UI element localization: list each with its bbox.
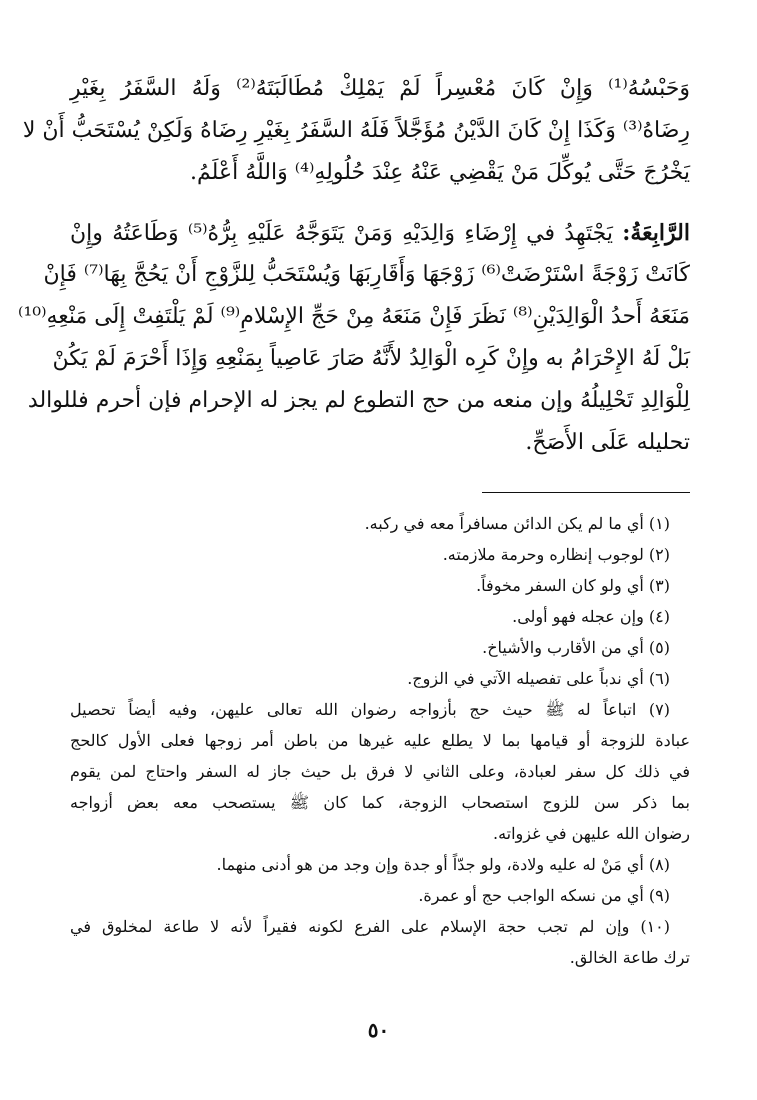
footnote-number: (٢): [648, 545, 670, 564]
footnote-line: [70, 601, 690, 632]
section-heading: الرَّابِعَةُ:: [622, 220, 690, 246]
footnotes: [70, 508, 690, 973]
footnote-line: [70, 849, 690, 880]
text-line: وَحَبْسُهُ⁽¹⁾ وَإِنْ كَانَ مُعْسِراً لَمْ يَمْلِكْ مُطَالَبَتَهُ⁽²⁾ وَلَهُ السَّفَرُ بِغَيْرِ: [70, 76, 690, 101]
footnote-line: عبادة للزوجة أو قيامها بما لا يطلع عليه غيرها من باطن أمر زوجها فعلى الأول كالحج: [70, 731, 690, 750]
footnote-number: (٧): [648, 700, 670, 719]
footnote-line: بما ذكر سن للزوج استصحاب الزوجة، كما كان ﷺ يستصحب معه بعض أزواجه: [70, 793, 690, 812]
footnote-number: (٨): [648, 855, 670, 874]
footnote: [70, 880, 690, 911]
footnote-line: [70, 539, 690, 570]
footnote-text: اتباعاً له ﷺ حيث حج بأزواجه رضوان الله تعالى عليهن، وفيه أيضاً تحصيل: [70, 700, 637, 719]
footnote-number: (٣): [648, 576, 670, 595]
footnote-text: وإن لم تجب حجة الإسلام على الفرع لكونه فقيراً لأنه لا طاعة لمخلوق في: [70, 917, 630, 936]
footnote-number: (١): [648, 514, 670, 533]
footnote-line: [70, 880, 690, 911]
text-line: تحليله عَلَى الأَصَحِّ.: [525, 430, 690, 455]
footnote: [70, 508, 690, 539]
footnote-text: أي من الأقارب والأشياخ.: [482, 638, 644, 657]
text-line: رِضَاهُ⁽³⁾ وَكَذَا إِنْ كَانَ الدَّيْنُ مُؤَجَّلاً فَلَهُ السَّفَرُ بِغَيْرِ رِضَاهُ وَلَكِنْ يُسْتَحَبُّ أَنْ لا: [22, 118, 690, 143]
text-line: يَخْرُجَ حَتَّى يُوكِّلَ مَنْ يَقْضِي عَنْهُ عِنْدَ حُلُولِهِ⁽⁴⁾ وَاللَّهُ أَعْلَمُ.: [190, 160, 690, 185]
paragraph: [18, 212, 690, 464]
main-text: [18, 68, 690, 464]
footnote-line: [70, 911, 690, 942]
footnote-text: أي من نسكه الواجب حج أو عمرة.: [418, 886, 644, 905]
footnote-separator: [482, 492, 690, 493]
footnote-line: [70, 663, 690, 694]
footnote-number: (١٠): [640, 917, 670, 936]
text-line: لِلْوَالِدِ تَحْلِيلُهُ وإن منعه من حج التطوع لم يجز له الإحرام فإن أحرم فللوالد: [27, 388, 690, 413]
footnote: [70, 911, 690, 973]
footnote-text: أي ما لم يكن الدائن مسافراً معه في ركبه.: [364, 514, 644, 533]
footnote: [70, 539, 690, 570]
footnote-line: رضوان الله عليهن في غزواته.: [492, 824, 690, 843]
page-number: ٥٠: [367, 1018, 390, 1042]
footnote: [70, 601, 690, 632]
footnote-number: (٩): [648, 886, 670, 905]
text-line: [70, 212, 690, 254]
footnote-line: [70, 694, 690, 725]
footnote-text: وإن عجله فهو أولى.: [512, 607, 644, 626]
footnote-line: [70, 632, 690, 663]
footnote-text: أي ولو كان السفر مخوفاً.: [476, 576, 644, 595]
footnote-line: [70, 508, 690, 539]
footnote-line: في ذلك كل سفر لعبادة، وعلى الثاني لا فرق بل حيث جاز له السفر واحتاج لمن يقوم: [70, 762, 690, 781]
footnote: [70, 632, 690, 663]
footnote: [70, 570, 690, 601]
footnote-text: أي ندباً على تفصيله الآتي في الزوج.: [407, 669, 644, 688]
footnote-text: لوجوب إنظاره وحرمة ملازمته.: [442, 545, 644, 564]
footnote-text: أي مَنْ له عليه ولادة، ولو جدّاً أو جدة وإن وجد من هو أدنى منهما.: [216, 855, 644, 874]
paragraph: [22, 68, 690, 194]
text-line: مَنَعَهُ أَحدُ الْوَالِدَيْنِ⁽⁸⁾ نَظَرَ فَإِنْ مَنَعَهُ مِنْ حَجِّ الإِسْلامِ⁽⁹⁾ لَمْ يَلْتَفِتْ إِلَى مَنْعِهِ⁽¹⁰⁾: [18, 304, 690, 329]
footnote-number: (٥): [648, 638, 670, 657]
footnote: [70, 694, 690, 849]
footnote: [70, 849, 690, 880]
text-line: بَلْ لَهُ الإِحْرَامُ به وإِنْ كَرِه الْوَالِدُ لأَنَّهُ صَارَ عَاصِياً بِمَنْعِهِ وَإِذَا أَحْرَمَ لَمْ يَكُنْ: [52, 346, 690, 371]
footnote-line: ترك طاعة الخالق.: [569, 948, 690, 967]
footnote: [70, 663, 690, 694]
footnote-line: [70, 570, 690, 601]
text-segment: يَجْتَهِدُ في إِرْضَاءِ وَالِدَيْهِ وَمَنْ يَتَوَجَّهُ عَلَيْهِ بِرُّهُ⁽⁵⁾ وَطَاعَتُهُ وإِنْ: [70, 221, 623, 246]
footnote-number: (٤): [648, 607, 670, 626]
text-line: كَانَتْ زَوْجَةً اسْتَرْضَتْ⁽⁶⁾ زَوْجَهَا وَأَقَارِبَهَا وَيُسْتَحَبُّ لِلزَّوْجِ أَنْ يَحُجَّ بِهَا⁽⁷⁾ فَإِنْ: [43, 262, 690, 287]
footnote-number: (٦): [648, 669, 670, 688]
